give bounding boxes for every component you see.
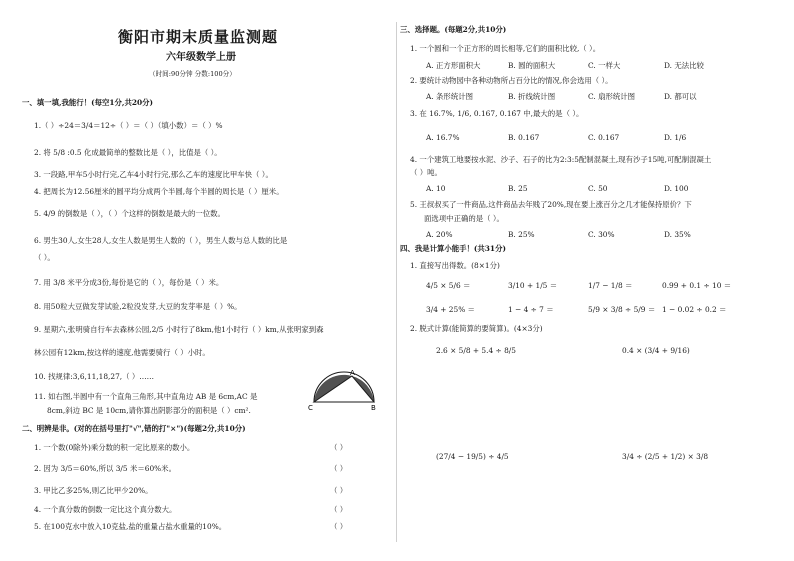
fig-label-c: C [308,404,313,412]
q1-11b: 8cm,斜边 BC 是 10cm,请你算出阴影部分的面积是（ ）cm². [47,406,251,415]
calc-r2-1: 3/4 + 25% ＝ [426,305,475,314]
mc-q1-opt-b[interactable]: B. 圆的面积大 [508,61,556,70]
q1-9b: 林公园有12km,按这样的速度,他需要骑行（ ）小时。 [34,348,210,357]
tf-paren-5[interactable]: （ ） [330,522,348,531]
column-divider [396,22,397,542]
tf-paren-2[interactable]: （ ） [330,464,348,473]
exam-title: 衡阳市期末质量监测题 [118,28,279,46]
calc-r1-4: 0.99 + 0.1 ÷ 10 ＝ [662,281,732,290]
part4-heading: 四、我是计算小能手！(共31分) [400,244,506,253]
q1-8: 8. 用50粒大豆做发芽试验,2粒没发芽,大豆的发芽率是（ ）%。 [34,302,242,311]
part1-heading: 一、填一填,我能行！(每空1分,共20分) [22,98,154,107]
mc-q4-opt-c[interactable]: C. 50 [588,184,608,193]
exam-subtitle: 六年级数学上册 [166,52,236,63]
calc-sub2: 2. 脱式计算(能简算的要简算)。(4×3分) [410,324,543,333]
q1-10: 10. 找规律:3,6,11,18,27,（ ）…… [34,372,155,381]
calc-expr-1: 2.6 × 5/8 + 5.4 ÷ 8/5 [436,346,516,355]
mc-q5: 5. 王叔叔买了一件商品,这件商品去年贱了20%,现在要上涨百分之几才能保持原价？下 [410,200,692,209]
q1-1: 1.（ ）÷24＝3/4＝12÷（ ）＝（ ）（填小数）＝（ ）% [34,121,223,130]
q1-7: 7. 用 3/8 米平分成3份,每份是它的（ ），每份是（ ）米。 [34,278,224,287]
mc-q2-opt-b[interactable]: B. 折线统计图 [508,92,556,101]
exam-meta: （时间:90分钟 分数:100分） [149,70,236,78]
q1-4: 4. 把周长为12.56厘米的圆平均分成两个半圆,每个半圆的周长是（ ）厘米。 [34,187,284,196]
q1-2: 2. 将 5/8 :0.5 化成最简单的整数比是（ ），比值是（ ）。 [34,148,222,157]
calc-r1-1: 4/5 × 5/6 ＝ [426,281,471,290]
mc-q4-opt-d[interactable]: D. 100 [664,184,689,193]
tf-paren-1[interactable]: （ ） [330,443,348,452]
mc-q3: 3. 在 16.7%, 1/6, 0.167, 0.16̇7̇ 中,最大的是（ ）。 [410,109,584,118]
q1-3: 3. 一段路,甲车5小时行完,乙车4小时行完,那么乙车的速度比甲车快（ ）。 [34,170,273,179]
mc-q5-opt-b[interactable]: B. 25% [508,230,535,239]
q1-9: 9. 星期六,张明骑自行车去森林公园,2/5 小时行了8km,他1小时行（ ）km,从张明家到森 [34,325,324,334]
mc-q3-opt-c[interactable]: C. 0.167 [588,133,620,142]
calc-r2-3: 5/9 × 3/8 ÷ 5/9 ＝ [588,305,656,314]
tf-item-2: 2. 因为 3/5＝60%,所以 3/5 米＝60%米。 [34,464,176,473]
mc-q3-opt-d[interactable]: D. 1/6 [664,133,687,142]
mc-q5-opt-a[interactable]: A. 20% [426,230,453,239]
mc-q1-opt-c[interactable]: C. 一样大 [588,61,621,70]
calc-expr-2: 0.4 × (3/4 + 9/16) [622,346,690,355]
mc-q2-opt-d[interactable]: D. 都可以 [664,92,697,101]
mc-q1-opt-a[interactable]: A. 正方形面积大 [426,61,481,70]
calc-r1-2: 3/10 + 1/5 ＝ [508,281,558,290]
part2-heading: 二、明辨是非。(对的在括号里打"√",错的打"×")(每题2分,共10分) [22,424,246,433]
mc-q3-opt-b[interactable]: B. 0.167 [508,133,540,142]
tf-item-4: 4. 一个真分数的倒数一定比这个真分数大。 [34,505,177,514]
semicircle-figure [308,370,378,412]
mc-q4-opt-a[interactable]: A. 10 [426,184,446,193]
tf-paren-3[interactable]: （ ） [330,486,348,495]
calc-expr-4: 3/4 ÷ (2/5 + 1/2) × 3/8 [622,452,709,461]
mc-q4: 4. 一个建筑工地要按水泥、沙子、石子的比为2:3:5配制混凝土,现有沙子15吨,可配制混凝土 [410,155,712,164]
calc-sub1: 1. 直接写出得数。(8×1分) [410,261,500,270]
mc-q2-opt-a[interactable]: A. 条形统计图 [426,92,473,101]
fig-label-a: A [350,370,355,377]
calc-r1-3: 1/7 − 1/8 ＝ [588,281,633,290]
tf-paren-4[interactable]: （ ） [330,505,348,514]
q1-11: 11. 如右图,半圆中有一个直角三角形,其中直角边 AB 是 6cm,AC 是 [34,392,258,401]
calc-r2-4: 1 − 0.02 ÷ 0.2 ＝ [662,305,727,314]
tf-item-5: 5. 在100克水中放入10克盐,盐的重量占盐水重量的10%。 [34,522,227,531]
mc-q5b: 面选项中正确的是（ ）。 [424,214,504,223]
mc-q1: 1. 一个圆和一个正方形的周长相等,它们的面积比较,（ ）。 [410,44,601,53]
fig-label-b: B [371,404,376,412]
mc-q5-opt-d[interactable]: D. 35% [664,230,691,239]
tf-item-1: 1. 一个数(0除外)乘分数的积一定比原来的数小。 [34,443,195,452]
tf-item-3: 3. 甲比乙多25%,则乙比甲少20%。 [34,486,153,495]
part3-heading: 三、选择题。(每题2分,共10分) [400,25,507,34]
mc-q1-opt-d[interactable]: D. 无法比较 [664,61,704,70]
mc-q3-opt-a[interactable]: A. 16.7% [426,133,460,142]
mc-q4-opt-b[interactable]: B. 25 [508,184,528,193]
mc-q2: 2. 要统计动物园中各种动物所占百分比的情况,你会选用（ ）。 [410,76,613,85]
q1-6: 6. 男生30人,女生28人,女生人数是男生人数的（ ），男生人数与总人数的比是 [34,236,288,245]
q1-6b: （ ）。 [34,253,55,262]
calc-expr-3: (27/4 − 19/5) ÷ 4/5 [436,452,509,461]
mc-q4b: （ ）吨。 [410,168,442,177]
calc-r2-2: 1 − 4 ÷ 7 ＝ [508,305,554,314]
mc-q5-opt-c[interactable]: C. 30% [588,230,615,239]
q1-5: 5. 4/9 的倒数是（ ），（ ）个这样的倒数是最大的一位数。 [34,209,225,218]
mc-q2-opt-c[interactable]: C. 扇形统计图 [588,92,636,101]
